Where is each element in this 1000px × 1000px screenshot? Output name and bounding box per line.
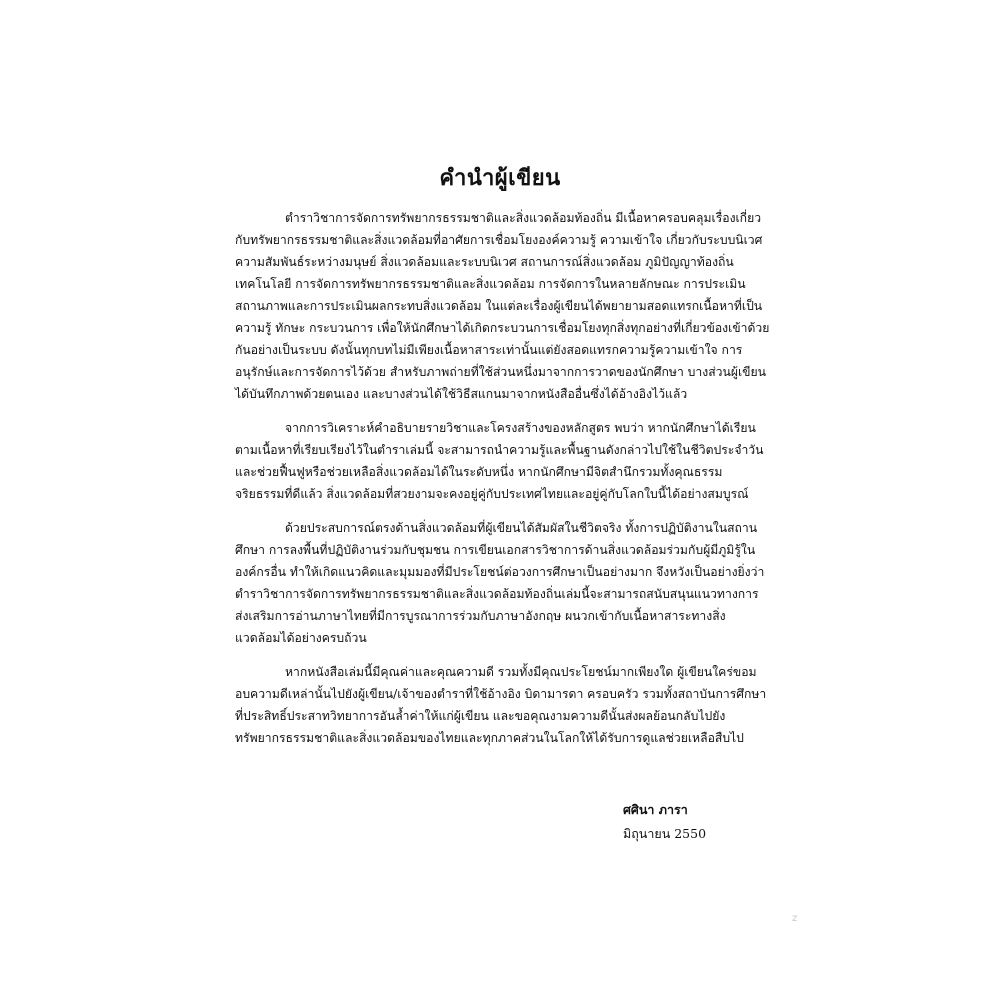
page-number: z [792,913,798,924]
signature-block [623,798,706,846]
paragraph: จากการวิเคราะห์คำอธิบายรายวิชาและโครงสร้างของหลักสูตร พบว่า หากนักศึกษาได้เรียนตามเนื้อหาที่เรียบเรียงไว้ในตำราเล่มนี้ จะสามารถนำความรู้และพื้นฐานดังกล่าวไปใช้ในชีวิตประจำวันและช่วยฟื้นฟูหรือช่วยเหลือสิ่งแวดล้อมได้ในระดับหนึ่ง หากนักศึกษามีจิตสำนึกรวมทั้งคุณธรรมจริยธรรมที่ดีแล้ว สิ่งแวดล้อมที่สวยงามจะคงอยู่คู่กับประเทศไทยและอยู่คู่กับโลกใบนี้ได้อย่างสมบูรณ์ [235,421,764,501]
preface-body [235,207,770,761]
paragraph: ตำราวิชาการจัดการทรัพยากรธรรมชาติและสิ่งแวดล้อมท้องถิ่น มีเนื้อหาครอบคลุมเรื่องเกี่ยวกับทรัพยากรธรรมชาติและสิ่งแวดล้อมที่อาศัยการเชื่อมโยงองค์ความรู้ ความเข้าใจ เกี่ยวกับระบบนิเวศ ความสัมพันธ์ระหว่างมนุษย์ สิ่งแวดล้อมและระบบนิเวศ สถานการณ์สิ่งแวดล้อม ภูมิปัญญาท้องถิ่น เทคโนโลยี การจัดการทรัพยากรธรรมชาติและสิ่งแวดล้อม การจัดการในหลายลักษณะ การประเมินสถานภาพและการประเมินผลกระทบสิ่งแวดล้อม ในแต่ละเรื่องผู้เขียนได้พยายามสอดแทรกเนื้อหาที่เป็นความรู้ ทักษะ กระบวนการ เพื่อให้นักศึกษาได้เกิดกระบวนการเชื่อมโยงทุกสิ่งทุกอย่างที่เกี่ยวข้องเข้าด้วยกันอย่างเป็นระบบ ดังนั้นทุกบทไม่มีเพียงเนื้อหาสาระเท่านั้นแต่ยังสอดแทรกความรู้ความเข้าใจ การอนุรักษ์และการจัดการไว้ด้วย สำหรับภาพถ่ายที่ใช้ส่วนหนึ่งมาจากการวาดของนักศึกษา บางส่วนผู้เขียนได้บันทึกภาพด้วยตนเอง และบางส่วนได้ใช้วิธีสแกนมาจากหนังสืออื่นซึ่งได้อ้างอิงไว้แล้ว [235,211,770,401]
signature-date: มิถุนายน 2550 [623,826,707,841]
paragraph: ด้วยประสบการณ์ตรงด้านสิ่งแวดล้อมที่ผู้เขียนได้สัมผัสในชีวิตจริง ทั้งการปฏิบัติงานในสถานศึกษา การลงพื้นที่ปฏิบัติงานร่วมกับชุมชน การเขียนเอกสารวิชาการด้านสิ่งแวดล้อมร่วมกับผู้มีภูมิรู้ในองค์กรอื่น ทำให้เกิดแนวคิดและมุมมองที่มีประโยชน์ต่อวงการศึกษาเป็นอย่างมาก จึงหวังเป็นอย่างยิ่งว่า ตำราวิชาการจัดการทรัพยากรธรรมชาติและสิ่งแวดล้อมท้องถิ่นเล่มนี้จะสามารถสนับสนุนแนวทางการส่งเสริมการอ่านภาษาไทยที่มีการบูรณาการร่วมกับภาษาอังกฤษ ผนวกเข้ากับเนื้อหาสาระทางสิ่งแวดล้อมได้อย่างครบถ้วน [235,521,765,645]
page-title: คำนำผู้เขียน [439,166,561,191]
paragraph: หากหนังสือเล่มนี้มีคุณค่าและคุณความดี รวมทั้งมีคุณประโยชน์มากเพียงใด ผู้เขียนใคร่ขอมอบความดีเหล่านั้นไปยังผู้เขียน/เจ้าของตำราที่ใช้อ้างอิง บิดามารดา ครอบครัว รวมทั้งสถาบันการศึกษาที่ประสิทธิ์ประสาทวิทยาการอันล้ำค่าให้แก่ผู้เขียน และขอคุณงามความดีนั้นส่งผลย้อนกลับไปยังทรัพยากรธรรมชาติและสิ่งแวดล้อมของไทยและทุกภาคส่วนในโลกให้ได้รับการดูแลช่วยเหลือสืบไป [235,665,767,745]
author-name: ศศินา ภารา [623,802,688,817]
